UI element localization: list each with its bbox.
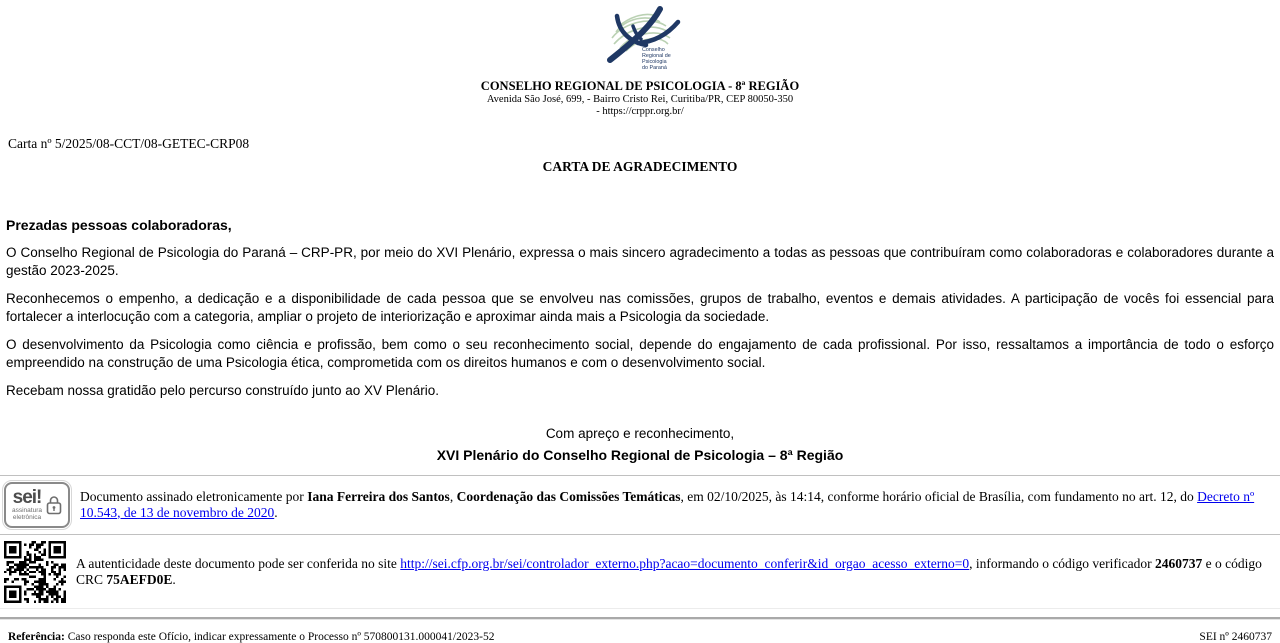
sei-subtitle-line1: assinatura — [12, 507, 42, 514]
document-title: CARTA DE AGRADECIMENTO — [542, 159, 738, 174]
org-website: - https://crppr.org.br/ — [596, 106, 684, 117]
document-link[interactable]: http://sei.cfp.org.br/sei/controlador_externo.php?acao=documento_conferir&id_orgao_acesso_externo=0 — [400, 555, 970, 571]
document-link[interactable]: Decreto nº 10.543, de 13 de novembro de 2020 — [80, 488, 1255, 520]
closing-signature: XVI Plenário do Conselho Regional de Psicologia – 8ª Região — [436, 446, 844, 463]
sei-stamp-text — [12, 488, 42, 521]
sei-signature-stamp — [4, 482, 70, 528]
body-paragraph: O Conselho Regional de Psicologia do Paraná – CRP-PR, por meio do XVI Plenário, expressa o mais sincero agradecimento a todas as pessoas que contribuíram como colaboradoras e colaboradores durante a gestão 2023-2025. — [6, 245, 1274, 278]
org-name: CONSELHO REGIONAL DE PSICOLOGIA - 8ª REGIÃO — [480, 79, 800, 93]
document-number: Carta nº 5/2025/08-CCT/08-GETEC-CRP08 — [8, 136, 250, 151]
plain-text: e o código CRC — [76, 555, 1262, 587]
logo-caption-line: Regional de — [642, 53, 671, 59]
reference-label: Referência: — [8, 630, 65, 643]
padlock-icon — [46, 495, 62, 515]
crp-logo — [586, 6, 694, 72]
signature-statement — [70, 489, 1276, 521]
verification-statement — [66, 556, 1276, 588]
emphasized-text: Iana Ferreira dos Santos — [307, 488, 450, 504]
org-address: Avenida São José, 699, - Bairro Cristo Rei, Curitiba/PR, CEP 80050-350 — [486, 94, 794, 105]
plain-text: . — [274, 504, 278, 520]
logo-caption-line: do Paraná — [642, 65, 667, 71]
verification-row — [0, 535, 1280, 609]
emphasized-text: Coordenação das Comissões Temáticas — [456, 488, 681, 504]
sei-brand-label: sei! — [12, 487, 42, 508]
document-footer — [0, 619, 1280, 643]
body-paragraph: O desenvolvimento da Psicologia como ciência e profissão, bem como o seu reconhecimento social, depende do engajamento de cada profissional. Por isso, ressaltamos a importância de todo o esforço empreendido na construção de uma Psicologia ética, comprometida com os direitos humanos e com o desenvolvimento social. — [6, 337, 1274, 370]
reference-text: Caso responda este Ofício, indicar expressamente o Processo nº 570800131.000041/2023-52 — [64, 630, 495, 643]
plain-text: A autenticidade deste documento pode ser conferida no site — [76, 555, 401, 571]
reference-note — [8, 631, 494, 643]
logo-caption-line: Psicologia — [642, 59, 667, 65]
plain-text: , — [449, 488, 457, 504]
emphasized-text: 75AEFD0E — [106, 571, 173, 587]
closing-line: Com apreço e reconhecimento, — [545, 425, 735, 441]
sei-number: SEI nº 2460737 — [1199, 630, 1272, 643]
plain-text: , em 02/10/2025, às 14:14, conforme horário oficial de Brasília, com fundamento no art. 12, do — [680, 488, 1198, 504]
body-paragraph: Reconhecemos o empenho, a dedicação e a disponibilidade de cada pessoa que se envolveu nas comissões, grupos de trabalho, eventos e demais atividades. A participação de vocês foi essencial para fortalecer a interlocução com a categoria, ampliar o projeto de interiorização e aproximar ainda mais a Psicologia da sociedade. — [6, 291, 1274, 324]
document-body — [0, 217, 1280, 463]
sei-subtitle-line2: eletrônica — [12, 514, 42, 521]
emphasized-text: 2460737 — [1155, 555, 1203, 571]
signature-table — [0, 475, 1280, 609]
body-paragraph: Recebam nossa gratidão pelo percurso construído junto ao XV Plenário. — [6, 383, 440, 398]
qr-code — [4, 541, 66, 603]
sei-stamp-subtitle — [12, 507, 42, 521]
logo-caption-line: Conselho — [642, 47, 665, 53]
plain-text: Documento assinado eletronicamente por — [80, 488, 308, 504]
salutation: Prezadas pessoas colaboradoras, — [6, 217, 232, 233]
signature-row — [0, 476, 1280, 535]
plain-text: . — [172, 571, 176, 587]
plain-text: , informando o código verificador — [969, 555, 1156, 571]
letterhead — [0, 0, 1280, 118]
psi-logo-icon — [586, 6, 694, 72]
